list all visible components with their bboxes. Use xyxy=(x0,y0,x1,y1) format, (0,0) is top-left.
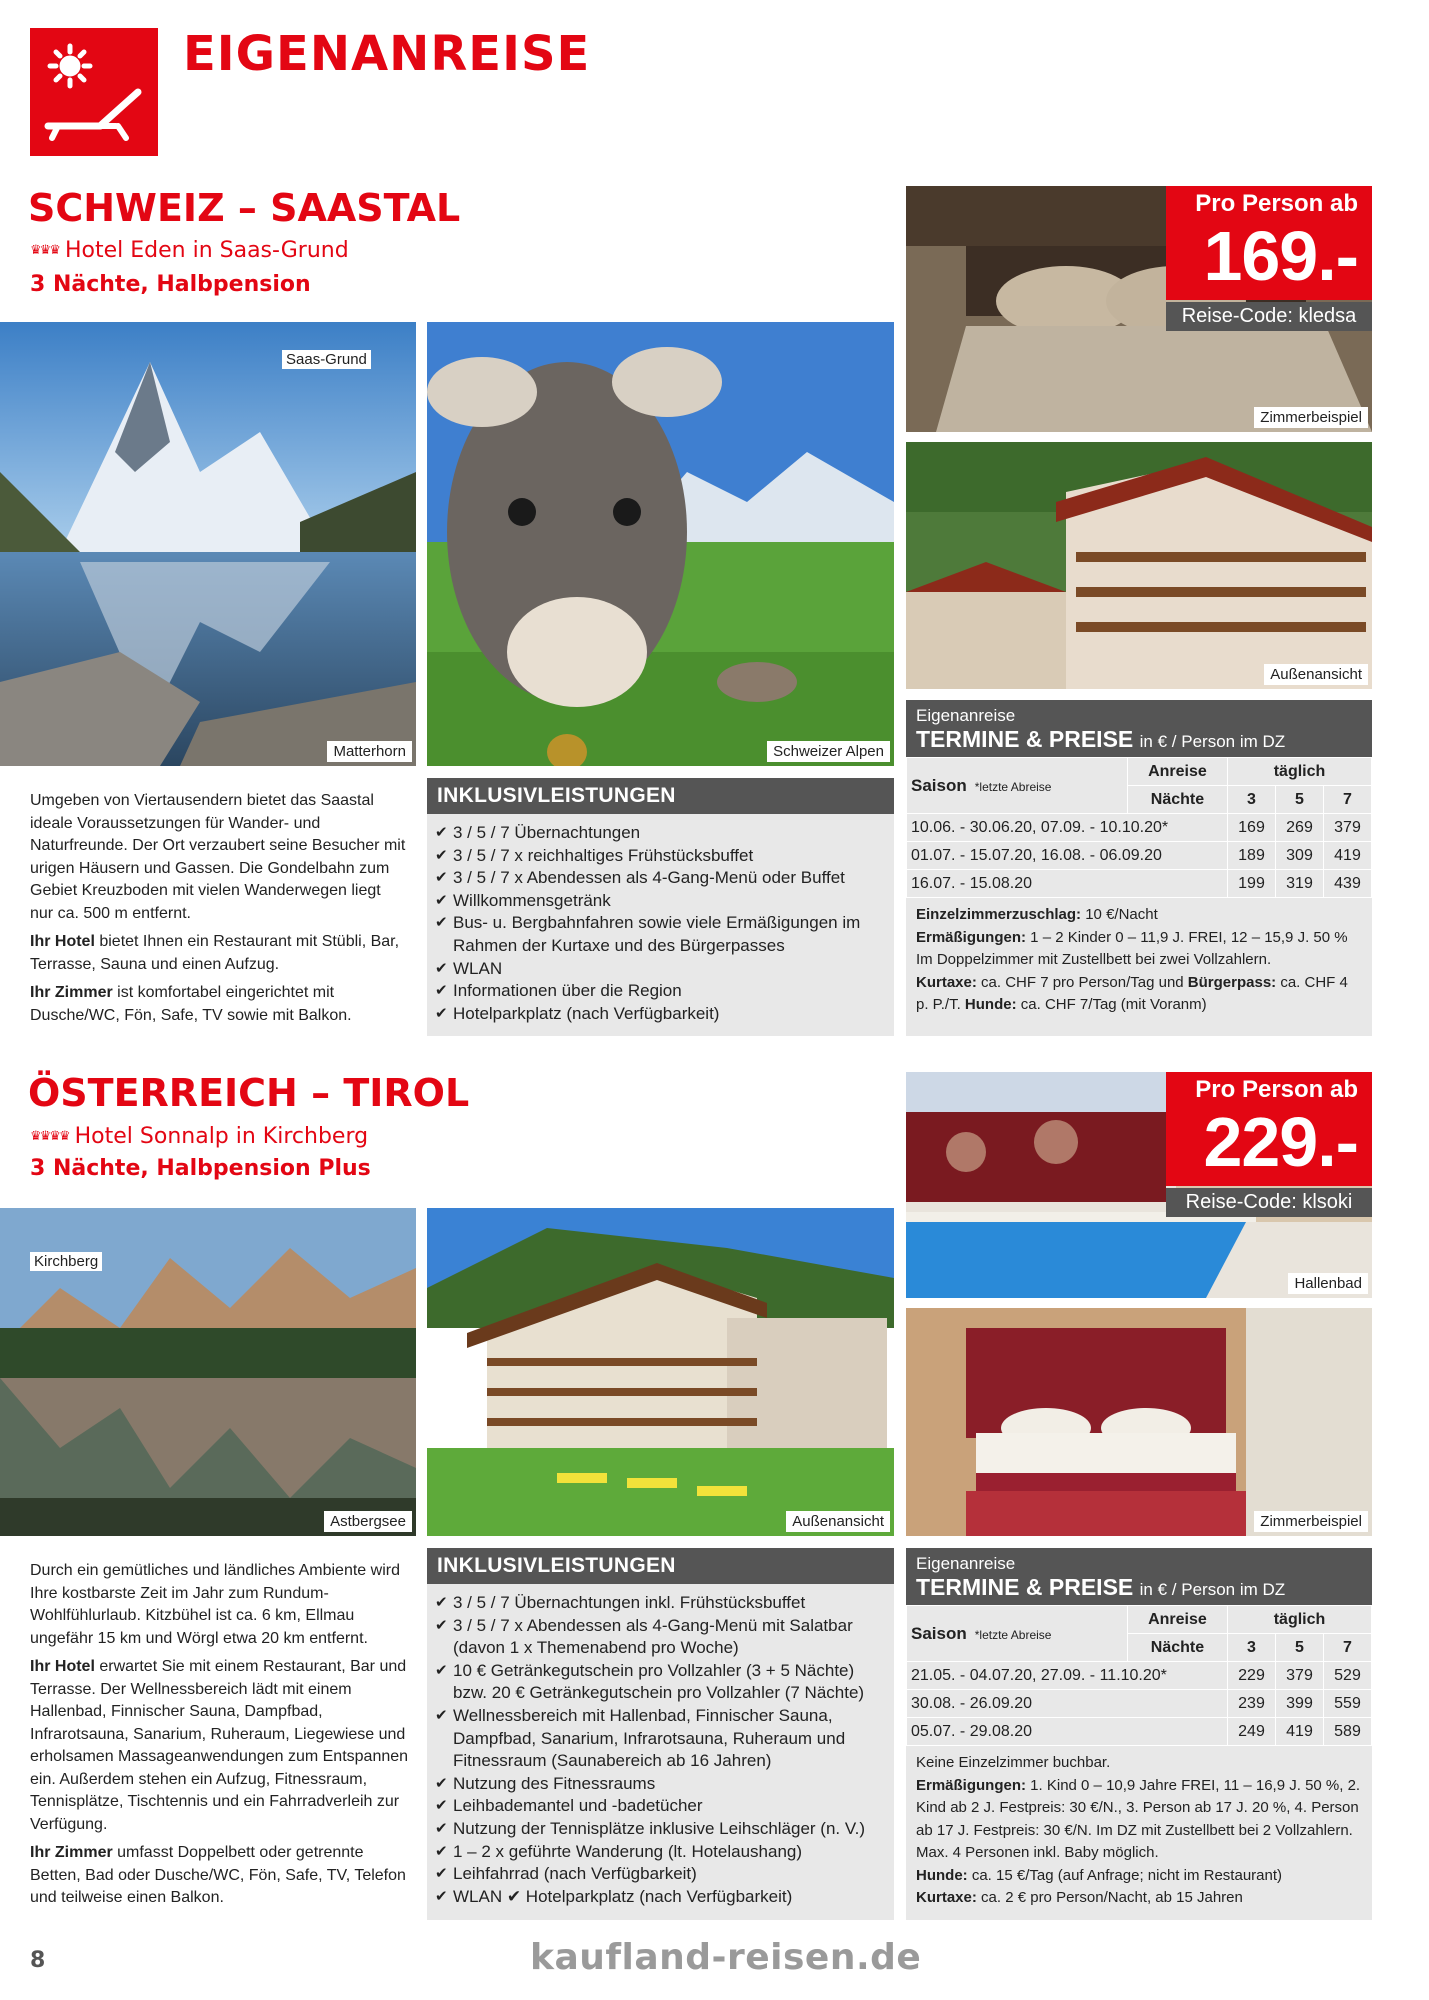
check-icon: ✔ xyxy=(435,1594,448,1611)
hotel-stars-icon: ♛♛♛ xyxy=(30,243,59,258)
check-icon: ✔ xyxy=(435,1706,448,1724)
inclusive-item xyxy=(435,1705,888,1773)
price-cell-p7: 559 xyxy=(1324,1690,1372,1718)
footer-url[interactable]: kaufland-reisen.de xyxy=(530,1937,922,1978)
price-table-subtitle: Eigenanreise xyxy=(916,706,1016,725)
offer1-title: SCHWEIZ – SAASTAL xyxy=(28,186,461,230)
offer2-hotel-line xyxy=(30,1124,368,1149)
nights-header: Nächte xyxy=(1127,1634,1227,1662)
hotel-text: erwartet Sie mit einem Restaurant, Bar und Terrasse. Der Wellnessbereich lädt mit einem Hallenbad, Finnischer Sauna, Dampfbad, Infrarotsauna, Sanarium, Ruheraum, Liegewiese und erholsamen Massageanwendungen zum Entspannen ein. Außerdem stehen ein Aufzug, Fitnessraum, Tennisplätze, Tischtennis und ein Fahrradverleih zur Verfügung. xyxy=(30,1658,409,1833)
price-cell-p5: 419 xyxy=(1276,1718,1324,1746)
beach-chair-logo xyxy=(30,28,158,156)
price-cell-p3: 199 xyxy=(1228,870,1276,898)
inclusive-item-text: WLAN xyxy=(453,958,503,978)
price-row-period: 05.07. - 29.08.20 xyxy=(907,1718,1228,1746)
offer2-intro: Durch ein gemütliches und ländliches Ambiente wird Ihre kostbarste Zeit im Jahr zum Rundum-Wohlfühlurlaub. Kitzbühel ist ca. 6 km, Ellmau ungefähr 15 km und Wörgl etwa 20 km entfernt. xyxy=(30,1562,400,1647)
offer1-description xyxy=(30,790,408,1033)
price-value: 169.- xyxy=(1203,217,1358,295)
price-table-unit: in € / Person im DZ xyxy=(1139,732,1286,751)
room-text: ist komfortabel eingerichtet mit Dusche/WC, Fön, Safe, TV sowie mit Balkon. xyxy=(30,984,352,1024)
anreise-header: Anreise xyxy=(1127,1606,1227,1634)
hotel-exterior-photo-1 xyxy=(906,442,1372,689)
price-row xyxy=(907,1662,1372,1690)
check-icon: ✔ xyxy=(435,1616,448,1634)
offer2-price-badge xyxy=(1166,1072,1372,1186)
offer2-hotel-name: Hotel Sonnalp in Kirchberg xyxy=(74,1124,369,1149)
page-number: 8 xyxy=(30,1948,46,1973)
offer2-travel-code: Reise-Code: klsoki xyxy=(1166,1188,1372,1217)
inclusive-item-text: 3 / 5 / 7 x Abendessen als 4-Gang-Menü mit Salatbar (davon 1 x Themenabend pro Woche) xyxy=(453,1615,853,1658)
cow-alps-photo xyxy=(427,322,894,766)
price-cell-p3: 169 xyxy=(1228,814,1276,842)
inclusive-item xyxy=(435,1003,888,1026)
offer1-price-notes: Einzelzimmerzuschlag: 10 €/Nacht Ermäßigungen: 1 – 2 Kinder 0 – 11,9 J. FREI, 12 – 15,9 J. 50 % Im Doppelzimmer mit Zustellbett bei zwei Vollzahlern. Kurtaxe: ca. CHF 7 pro Person/Tag und Bürgerpass: ca. CHF 4 p. P./T. Hunde: ca. CHF 7/Tag (mit Voranm) xyxy=(916,906,1348,1013)
offer1-nights: 3 Nächte, Halbpension xyxy=(30,272,311,297)
price-row-period: 01.07. - 15.07.20, 16.08. - 06.09.20 xyxy=(907,842,1228,870)
check-icon: ✔ xyxy=(435,959,448,977)
caption-room-2: Zimmerbeispiel xyxy=(1254,1511,1368,1532)
hotel-stars-icon: ♛♛♛♛ xyxy=(30,1129,69,1144)
col-7-header: 7 xyxy=(1324,1634,1372,1662)
inclusive-item-text: 1 – 2 x geführte Wanderung (lt. Hotelaushang) xyxy=(453,1841,803,1861)
anreise-header: Anreise xyxy=(1127,758,1227,786)
price-row xyxy=(907,870,1372,898)
astbergsee-photo xyxy=(0,1208,416,1536)
inclusive-item xyxy=(435,1886,888,1909)
inclusive-item-text: Nutzung des Fitnessraums xyxy=(453,1773,656,1793)
page-heading: EIGENANREISE xyxy=(183,26,591,82)
check-icon: ✔ xyxy=(435,1842,448,1860)
col-5-header: 5 xyxy=(1276,1634,1324,1662)
check-icon: ✔ xyxy=(435,869,448,887)
nights-header: Nächte xyxy=(1127,786,1227,814)
saison-header: Saison *letzte Abreise xyxy=(907,758,1128,814)
saison-header: Saison *letzte Abreise xyxy=(907,1606,1128,1662)
caption-matterhorn: Matterhorn xyxy=(327,741,412,762)
check-icon: ✔ xyxy=(435,1797,448,1815)
inclusive-item-text: Bus- u. Bergbahnfahren sowie viele Ermäßigungen im Rahmen der Kurtaxe und des Bürgerpasses xyxy=(453,913,861,955)
hotel-label: Ihr Hotel xyxy=(30,933,95,950)
price-cell-p5: 319 xyxy=(1276,870,1324,898)
inclusive-item xyxy=(435,912,888,957)
offer1-travel-code: Reise-Code: kledsa xyxy=(1166,302,1372,331)
inclusive-list xyxy=(427,814,894,1031)
caption-exterior-1: Außenansicht xyxy=(1264,664,1368,685)
offer2-inclusive-box xyxy=(427,1548,894,1920)
inclusive-item xyxy=(435,958,888,981)
offer1-price-table-box xyxy=(906,700,1372,1036)
hotel-label: Ihr Hotel xyxy=(30,1658,95,1675)
col-5-header: 5 xyxy=(1276,786,1324,814)
daily-header: täglich xyxy=(1228,1606,1372,1634)
room-label: Ihr Zimmer xyxy=(30,984,113,1001)
inclusive-item xyxy=(435,1841,888,1864)
price-table-unit: in € / Person im DZ xyxy=(1139,1580,1286,1599)
check-icon: ✔ xyxy=(435,1661,448,1679)
price-table-subtitle: Eigenanreise xyxy=(916,1554,1016,1573)
offer2-nights: 3 Nächte, Halbpension Plus xyxy=(30,1156,371,1181)
room-text: umfasst Doppelbett oder getrennte Betten, Bad oder Dusche/WC, Fön, Safe, TV, Telefon und teilweise einen Balkon. xyxy=(30,1844,406,1906)
price-table xyxy=(906,1605,1372,1746)
hotel-exterior-photo-2 xyxy=(427,1208,894,1536)
inclusive-item-text: Willkommensgetränk xyxy=(453,890,611,910)
inclusive-heading: INKLUSIVLEISTUNGEN xyxy=(427,778,894,814)
inclusive-item-text: 3 / 5 / 7 Übernachtungen xyxy=(453,823,641,842)
price-cell-p7: 379 xyxy=(1324,814,1372,842)
check-icon: ✔ xyxy=(435,914,448,932)
col-3-header: 3 xyxy=(1228,786,1276,814)
price-cell-p7: 419 xyxy=(1324,842,1372,870)
check-icon: ✔ xyxy=(435,1774,448,1792)
map-label-saas-grund: Saas-Grund xyxy=(282,350,371,369)
price-cell-p5: 399 xyxy=(1276,1690,1324,1718)
inclusive-item-text: Leihbademantel und -badetücher xyxy=(453,1796,703,1816)
hotel-text: bietet Ihnen ein Restaurant mit Stübli, Bar, Terrasse, Sauna und einen Aufzug. xyxy=(30,933,400,973)
caption-pool: Hallenbad xyxy=(1288,1273,1368,1294)
inclusive-item xyxy=(435,867,888,890)
price-value: 229.- xyxy=(1203,1103,1358,1181)
check-icon: ✔ xyxy=(435,982,448,1000)
caption-swiss-alps: Schweizer Alpen xyxy=(767,741,890,762)
caption-exterior-2: Außenansicht xyxy=(786,1511,890,1532)
inclusive-item-text: Hotelparkplatz (nach Verfügbarkeit) xyxy=(453,1003,720,1023)
check-icon: ✔ xyxy=(435,1819,448,1837)
inclusive-heading: INKLUSIVLEISTUNGEN xyxy=(427,1548,894,1584)
inclusive-item xyxy=(435,1615,888,1660)
price-cell-p5: 379 xyxy=(1276,1662,1324,1690)
inclusive-item-text: Nutzung der Tennisplätze inklusive Leihschläger (n. V.) xyxy=(453,1818,866,1838)
inclusive-item-text: Leihfahrrad (nach Verfügbarkeit) xyxy=(453,1864,697,1884)
col-3-header: 3 xyxy=(1228,1634,1276,1662)
inclusive-item xyxy=(435,1795,888,1818)
inclusive-item xyxy=(435,845,888,868)
offer2-price-notes: Keine Einzelzimmer buchbar. Ermäßigungen: 1. Kind 0 – 10,9 Jahre FREI, 11 – 16,9 J. 50 %, 2. Kind ab 2 J. Festpreis: 30 €/N., 3. Person ab 17 J. 20 %, 4. Person ab 17 J. Festpreis: 30 €/N. Im DZ mit Zustellbett bei 2 Vollzahlern. Max. 4 Personen inkl. Baby möglich. Hunde: ca. 15 €/Tag (auf Anfrage; nicht im Restaurant) Kurtaxe: ca. 2 € pro Person/Nacht, ab 15 Jahren xyxy=(916,1754,1361,1906)
caption-astbergsee: Astbergsee xyxy=(324,1511,412,1532)
check-icon: ✔ xyxy=(435,824,448,841)
inclusive-item xyxy=(435,1818,888,1841)
price-row-period: 30.08. - 26.09.20 xyxy=(907,1690,1228,1718)
check-icon: ✔ xyxy=(435,1887,448,1905)
check-icon: ✔ xyxy=(435,891,448,909)
offer1-intro: Umgeben von Viertausendern bietet das Saastal ideale Voraussetzungen für Wander- und Naturfreunde. Der Ort verzaubert seine Besucher mit urigen Häusern und Gassen. Die Gondelbahn zum Gebiet Kreuzboden mit vielen Wanderwegen liegt nur ca. 500 m entfernt. xyxy=(30,792,406,922)
room-photo-2 xyxy=(906,1308,1372,1536)
caption-room-1: Zimmerbeispiel xyxy=(1254,407,1368,428)
offer2-title: ÖSTERREICH – TIROL xyxy=(28,1071,470,1115)
price-cell-p3: 229 xyxy=(1228,1662,1276,1690)
col-7-header: 7 xyxy=(1324,786,1372,814)
price-table-header xyxy=(906,700,1372,757)
map-label-kirchberg: Kirchberg xyxy=(30,1252,102,1271)
price-label: Pro Person ab xyxy=(1195,190,1358,217)
inclusive-item-text: 10 € Getränkegutschein pro Vollzahler (3 + 5 Nächte) bzw. 20 € Getränkegutschein pro Vollzahler (7 Nächte) xyxy=(453,1660,865,1703)
price-label: Pro Person ab xyxy=(1195,1076,1358,1103)
price-cell-p5: 269 xyxy=(1276,814,1324,842)
price-row xyxy=(907,1690,1372,1718)
inclusive-item-text: WLAN ✔ Hotelparkplatz (nach Verfügbarkeit) xyxy=(453,1886,793,1906)
check-icon: ✔ xyxy=(435,846,448,864)
check-icon: ✔ xyxy=(435,1004,448,1022)
sun-lounger-icon xyxy=(30,28,158,156)
inclusive-item-text: Informationen über die Region xyxy=(453,981,682,1001)
matterhorn-photo xyxy=(0,322,416,766)
price-cell-p3: 189 xyxy=(1228,842,1276,870)
offer1-hotel-line xyxy=(30,238,349,263)
inclusive-item xyxy=(435,890,888,913)
price-table xyxy=(906,757,1372,898)
price-cell-p7: 529 xyxy=(1324,1662,1372,1690)
offer1-price-badge xyxy=(1166,186,1372,300)
inclusive-item-text: Wellnessbereich mit Hallenbad, Finnischer Sauna, Dampfbad, Sanarium, Infrarotsauna, Ruheraum und Fitnessraum (Saunabereich ab 16 Jahren) xyxy=(453,1705,846,1771)
offer2-description xyxy=(30,1560,416,1916)
inclusive-item xyxy=(435,1773,888,1796)
price-row xyxy=(907,814,1372,842)
check-icon: ✔ xyxy=(435,1865,448,1883)
room-label: Ihr Zimmer xyxy=(30,1844,113,1861)
price-cell-p5: 309 xyxy=(1276,842,1324,870)
price-row-period: 10.06. - 30.06.20, 07.09. - 10.10.20* xyxy=(907,814,1228,842)
price-row xyxy=(907,842,1372,870)
price-cell-p7: 439 xyxy=(1324,870,1372,898)
inclusive-item-text: 3 / 5 / 7 x Abendessen als 4-Gang-Menü oder Buffet xyxy=(453,868,845,888)
offer2-price-table-box xyxy=(906,1548,1372,1920)
daily-header: täglich xyxy=(1228,758,1372,786)
price-table-header xyxy=(906,1548,1372,1605)
inclusive-item xyxy=(435,1863,888,1886)
inclusive-item xyxy=(435,1592,888,1615)
inclusive-item xyxy=(435,980,888,1003)
price-cell-p3: 249 xyxy=(1228,1718,1276,1746)
inclusive-item xyxy=(435,1660,888,1705)
inclusive-item-text: 3 / 5 / 7 x reichhaltiges Frühstücksbuffet xyxy=(453,845,754,865)
inclusive-list xyxy=(427,1584,894,1914)
price-row xyxy=(907,1718,1372,1746)
offer1-hotel-name: Hotel Eden in Saas-Grund xyxy=(64,238,349,263)
inclusive-item-text: 3 / 5 / 7 Übernachtungen inkl. Frühstücksbuffet xyxy=(453,1593,806,1612)
price-table-title: TERMINE & PREISE xyxy=(916,726,1134,752)
price-row-period: 21.05. - 04.07.20, 27.09. - 11.10.20* xyxy=(907,1662,1228,1690)
price-row-period: 16.07. - 15.08.20 xyxy=(907,870,1228,898)
inclusive-item xyxy=(435,822,888,845)
price-cell-p7: 589 xyxy=(1324,1718,1372,1746)
price-table-title: TERMINE & PREISE xyxy=(916,1574,1134,1600)
offer1-inclusive-box xyxy=(427,778,894,1036)
price-cell-p3: 239 xyxy=(1228,1690,1276,1718)
